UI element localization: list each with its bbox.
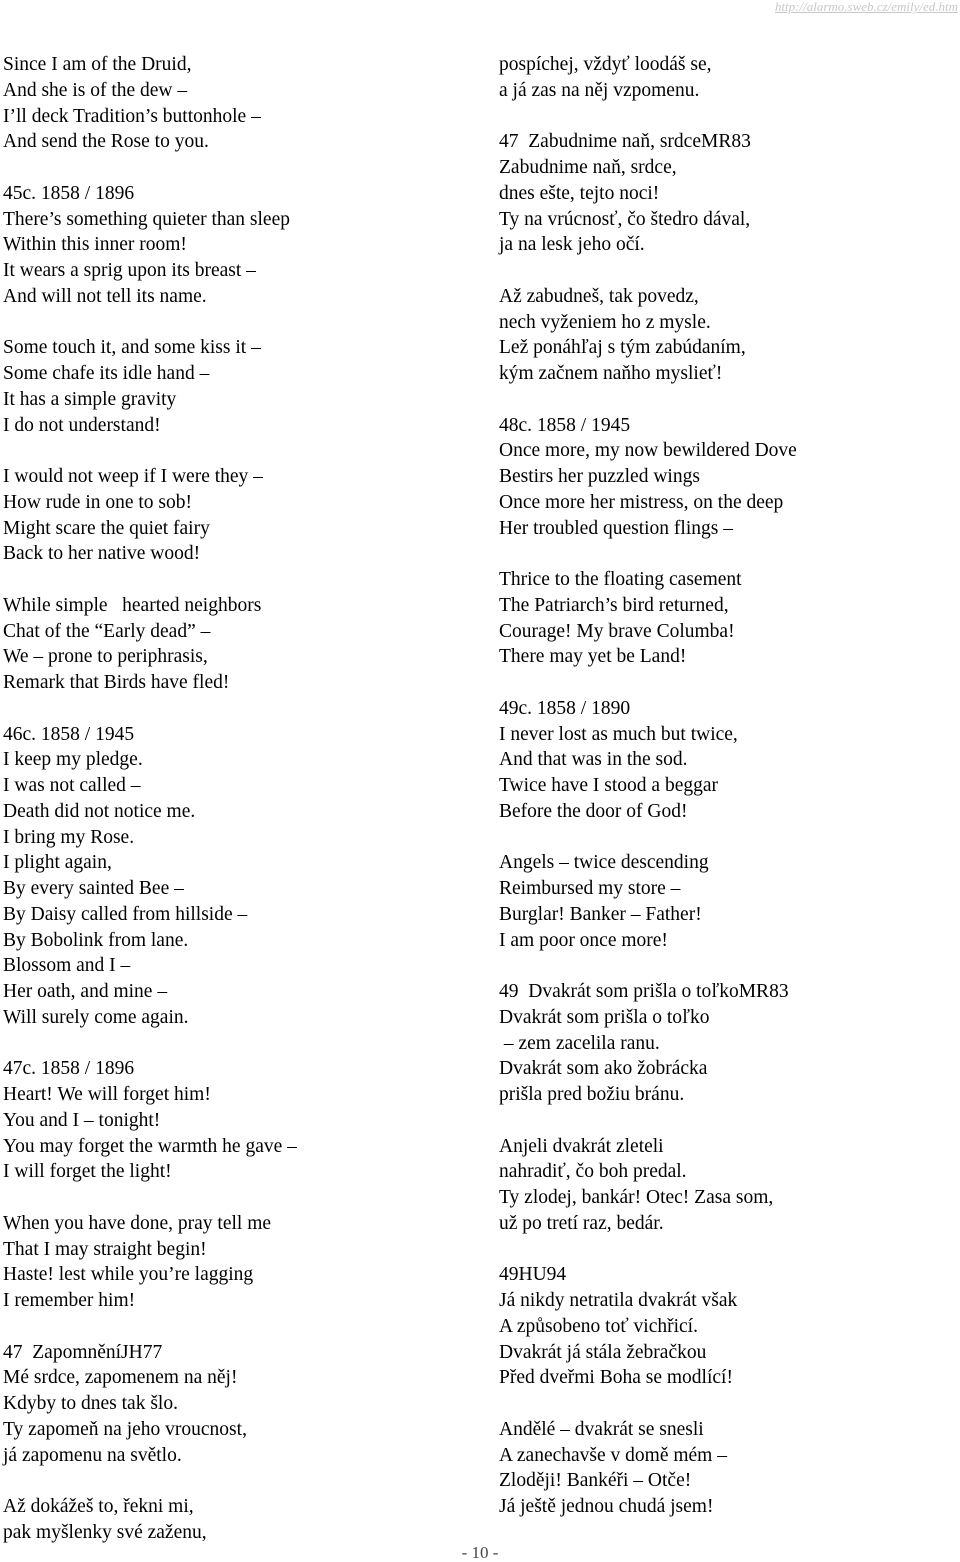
poem-line: Back to her native wood!	[3, 543, 201, 565]
poem-line: Ty zlodej, bankár! Otec! Zasa som,	[499, 1187, 774, 1208]
poem-line: And send the Rose to you.	[3, 131, 209, 153]
poem-line: Might scare the quiet fairy	[3, 517, 210, 539]
poem-line: a já zas na něj vzpomenu.	[499, 79, 700, 101]
poem-line: Her oath, and mine –	[3, 981, 168, 1002]
poem-line: Since I am of the Druid,	[3, 54, 192, 75]
poem-line: 46c. 1858 / 1945	[3, 723, 135, 745]
poem-line: Burglar! Banker – Father!	[499, 903, 702, 925]
poem-line: You and I – tonight!	[3, 1109, 161, 1131]
poem-line: Dvakrát já stála žebračkou	[499, 1341, 707, 1363]
poem-line: Kdyby to dnes tak šlo.	[3, 1393, 178, 1414]
page-number: - 10 -	[461, 1543, 499, 1562]
poem-line: Remark that Birds have fled!	[3, 672, 230, 693]
poem-line: I bring my Rose.	[3, 826, 135, 848]
poem-line: Her troubled question flings –	[499, 517, 733, 539]
stanza-break	[3, 310, 473, 336]
poem-line: Zabudnime naň, srdce,	[499, 157, 677, 178]
poem-line: There may yet be Land!	[499, 646, 687, 668]
poem-line: I never lost as much but twice,	[499, 723, 738, 745]
poem-line: Mé srdce, zapomenem na něj!	[3, 1367, 238, 1389]
poem-line: Dvakrát som ako žobrácka	[499, 1058, 708, 1080]
stanza-break	[499, 825, 960, 851]
poem-line: Once more her mistress, on the deep	[499, 491, 784, 513]
poem-line: – zem zacelila ranu.	[499, 1032, 660, 1054]
stanza-break	[3, 1185, 473, 1211]
poem-line: 47 Zabudnime naň, srdceMR83	[499, 131, 751, 153]
poem-line: When you have done, pray tell me	[3, 1212, 272, 1234]
stanza-break	[3, 1314, 473, 1340]
poem-line: And she is of the dew –	[3, 79, 188, 101]
poem-line: 49c. 1858 / 1890	[499, 697, 631, 719]
poem-line: I am poor once more!	[499, 929, 668, 951]
poem-line: 48c. 1858 / 1945	[499, 414, 631, 436]
poem-line: I remember him!	[3, 1290, 136, 1311]
poem-line: kým začnem naňho myslieť!	[499, 363, 723, 384]
poem-line: Já ještě jednou chudá jsem!	[499, 1496, 714, 1517]
poem-line: By Bobolink from lane.	[3, 929, 189, 951]
poem-line: Lež ponáhľaj s tým zabúdaním,	[499, 337, 746, 359]
poem-line: And that was in the sod.	[499, 749, 688, 771]
poem-line: dnes ešte, tejto noci!	[499, 182, 660, 204]
stanza-break	[499, 258, 960, 284]
stanza-break	[499, 953, 960, 979]
stanza-break	[3, 1468, 473, 1494]
poem-line: It has a simple gravity	[3, 388, 177, 410]
poem-line: Twice have I stood a beggar	[499, 775, 719, 796]
poem-line: ja na lesk jeho očí.	[499, 234, 645, 256]
poem-line: nech vyženiem ho z mysle.	[499, 311, 711, 333]
poem-line: Bestirs her puzzled wings	[499, 466, 700, 487]
stanza-break	[499, 541, 960, 567]
poem-line: pospíchej, vždyť loodáš se,	[499, 54, 712, 75]
poem-line: 45c. 1858 / 1896	[3, 182, 135, 204]
poem-line: 47c. 1858 / 1896	[3, 1058, 135, 1080]
poem-line: já zapomenu na světlo.	[3, 1444, 182, 1466]
poem-line: Courage! My brave Columba!	[499, 620, 735, 642]
poem-line: Thrice to the floating casement	[499, 569, 742, 590]
stanza-break	[499, 1108, 960, 1134]
poem-line: By every sainted Bee –	[3, 878, 184, 899]
stanza-break	[3, 567, 473, 593]
poem-line: Will surely come again.	[3, 1006, 189, 1028]
left-column	[3, 52, 473, 1546]
poem-line: Andělé – dvakrát se snesli	[499, 1418, 704, 1440]
poem-line: I would not weep if I were they –	[3, 466, 263, 487]
poem-line: Some chafe its idle hand –	[3, 363, 210, 384]
poem-line: Angels – twice descending	[499, 852, 709, 874]
poem-line: Heart! We will forget him!	[3, 1084, 211, 1105]
poem-line: Blossom and I –	[3, 955, 131, 977]
poem-line: 47 ZapomněníJH77	[3, 1341, 163, 1363]
poem-line: I plight again,	[3, 852, 112, 874]
poem-line: We – prone to periphrasis,	[3, 646, 208, 668]
poem-line: nahradiť, čo boh predal.	[499, 1161, 687, 1183]
poem-line: I keep my pledge.	[3, 749, 143, 771]
poem-line: 49HU94	[499, 1264, 567, 1286]
poem-line: Před dveřmi Boha se modlící!	[499, 1367, 733, 1389]
poem-line: prišla pred božiu bránu.	[499, 1084, 685, 1105]
stanza-break	[499, 1391, 960, 1417]
poem-line: That I may straight begin!	[3, 1238, 207, 1260]
stanza-break	[499, 1237, 960, 1263]
poem-line: už po tretí raz, bedár.	[499, 1212, 664, 1234]
stanza-break	[499, 387, 960, 413]
poem-line: I will forget the light!	[3, 1161, 172, 1183]
poem-line: Až dokážeš to, řekni mi,	[3, 1496, 194, 1517]
poem-line: While simple hearted neighbors	[3, 594, 262, 616]
poem-line: Ty na vrúcnosť, čo štedro dával,	[499, 208, 751, 230]
stanza-break	[3, 155, 473, 181]
poem-line: A způsobeno toť vichřicí.	[499, 1315, 698, 1337]
stanza-break	[3, 1031, 473, 1057]
poem-line: I’ll deck Tradition’s buttonhole –	[3, 105, 261, 127]
poem-line: By Daisy called from hillside –	[3, 903, 248, 925]
poem-line: I do not understand!	[3, 414, 161, 436]
stanza-break	[3, 696, 473, 722]
stanza-break	[499, 104, 960, 130]
poem-line: Ty zapomeň na jeho vroucnost,	[3, 1418, 247, 1440]
right-column	[499, 52, 960, 1520]
poem-line: Chat of the “Early dead” –	[3, 620, 211, 642]
poem-line: Až zabudneš, tak povedz,	[499, 285, 699, 307]
source-url-link[interactable]: http://alarmo.sweb.cz/emily/ed.htm	[774, 0, 958, 14]
poem-line: Zloději! Bankéři – Otče!	[499, 1470, 692, 1492]
stanza-break	[499, 670, 960, 696]
poem-line: The Patriarch’s bird returned,	[499, 594, 729, 616]
poem-line: And will not tell its name.	[3, 285, 207, 307]
poem-line: Dvakrát som prišla o toľko	[499, 1006, 710, 1028]
poem-line: It wears a sprig upon its breast –	[3, 260, 256, 281]
poem-line: How rude in one to sob!	[3, 491, 193, 513]
poem-line: pak myšlenky své zaženu,	[3, 1521, 207, 1543]
poem-line: Reimbursed my store –	[499, 878, 681, 899]
poem-line: Death did not notice me.	[3, 800, 196, 822]
poem-line: Haste! lest while you’re lagging	[3, 1264, 254, 1286]
poem-line: Before the door of God!	[499, 800, 688, 822]
poem-line: Within this inner room!	[3, 234, 187, 256]
poem-line: A zanechavše v domě mém –	[499, 1444, 727, 1466]
stanza-break	[3, 438, 473, 464]
poem-line: I was not called –	[3, 775, 141, 796]
poem-line: There’s something quieter than sleep	[3, 208, 290, 230]
poem-line: Já nikdy netratila dvakrát však	[499, 1290, 738, 1311]
poem-line: Anjeli dvakrát zleteli	[499, 1135, 664, 1157]
poem-line: 49 Dvakrát som prišla o toľkoMR83	[499, 981, 789, 1002]
poem-line: Once more, my now bewildered Dove	[499, 440, 797, 462]
poem-line: You may forget the warmth he gave –	[3, 1135, 297, 1157]
poem-line: Some touch it, and some kiss it –	[3, 337, 261, 359]
